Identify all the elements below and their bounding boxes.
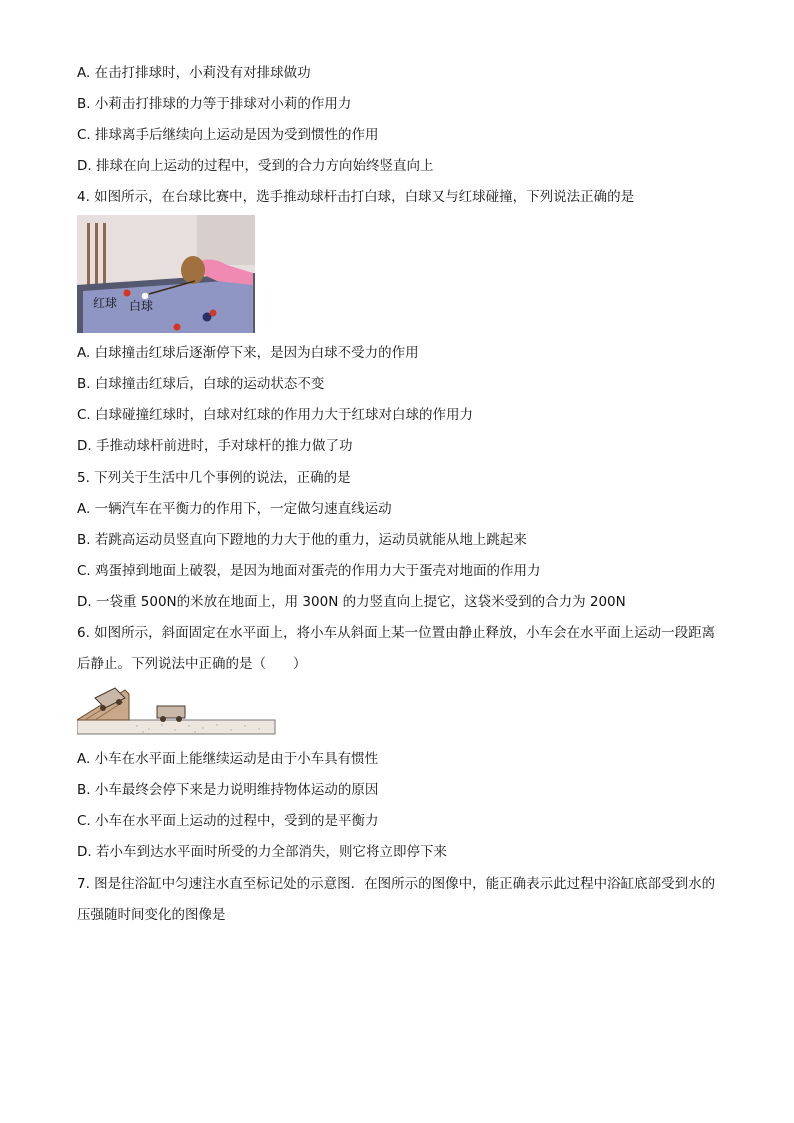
q4-option-d: D. 手推动球杆前进时，手对球杆的推力做了功 (77, 438, 353, 454)
billiards-illustration (77, 215, 255, 333)
red-ball-figure (124, 290, 131, 297)
q4-option-c: C. 白球碰撞红球时，白球对红球的作用力大于红球对白球的作用力 (77, 407, 474, 423)
player-hair (181, 256, 205, 284)
q3-option-c: C. 排球离手后继续向上运动是因为受到惯性的作用 (77, 127, 379, 143)
q7-stem: 7. 图是往浴缸中匀速注水直至标记处的示意图．在图所示的图像中，能正确表示此过程中浴缸底部受到水的压强随时间变化的图像是 (77, 876, 716, 923)
q5-option-d: D. 一袋重 500N的米放在地面上，用 300N 的力竖直向上提它，这袋米受到的合力为 200N (77, 594, 626, 610)
ball-red-3 (174, 324, 181, 331)
cart-wheel (100, 705, 106, 711)
incline-figure (77, 686, 277, 736)
cue-rack (103, 223, 106, 293)
ball-red-2 (210, 310, 217, 317)
cart-wheel (116, 699, 122, 705)
cart-on-surface (157, 706, 185, 718)
incline-cart-illustration (77, 686, 277, 736)
billiards-figure (77, 215, 255, 333)
q4-stem: 4. 如图所示，在台球比赛中，选手推动球杆击打白球，白球又与红球碰撞，下列说法正确的是 (77, 189, 635, 205)
q6-stem: 6. 如图所示，斜面固定在水平面上，将小车从斜面上某一位置由静止释放，小车会在水平面上运动一段距离后静止。下列说法中正确的是（ ） (77, 625, 716, 672)
q5-option-b: B. 若跳高运动员竖直向下蹬地的力大于他的重力，运动员就能从地上跳起来 (77, 532, 527, 548)
cue-rack (87, 223, 90, 293)
q3-option-b: B. 小莉击打排球的力等于排球对小莉的作用力 (77, 96, 352, 112)
red-ball-label: 红球 (93, 296, 118, 310)
cue-rack (95, 223, 98, 293)
q5-stem: 5. 下列关于生活中几个事例的说法，正确的是 (77, 470, 351, 486)
q4-option-a: A. 白球撞击红球后逐渐停下来，是因为白球不受力的作用 (77, 345, 419, 361)
q4-option-b: B. 白球撞击红球后，白球的运动状态不变 (77, 376, 325, 392)
q3-option-d: D. 排球在向上运动的过程中，受到的合力方向始终竖直向上 (77, 158, 434, 174)
q3-option-a: A. 在击打排球时，小莉没有对排球做功 (77, 65, 311, 81)
q6-option-d: D. 若小车到达水平面时所受的力全部消失，则它将立即停下来 (77, 844, 447, 860)
white-ball-label: 白球 (129, 299, 154, 313)
cart-wheel (160, 716, 166, 722)
horizontal-surface (77, 720, 275, 734)
cart-wheel (176, 716, 182, 722)
q6-option-c: C. 小车在水平面上运动的过程中，受到的是平衡力 (77, 813, 379, 829)
q5-option-a: A. 一辆汽车在平衡力的作用下，一定做匀速直线运动 (77, 501, 392, 517)
q6-option-b: B. 小车最终会停下来是力说明维持物体运动的原因 (77, 782, 379, 798)
wall-panel (197, 215, 255, 265)
q5-option-c: C. 鸡蛋掉到地面上破裂，是因为地面对蛋壳的作用力大于蛋壳对地面的作用力 (77, 563, 541, 579)
q6-option-a: A. 小车在水平面上能继续运动是由于小车具有惯性 (77, 751, 379, 767)
